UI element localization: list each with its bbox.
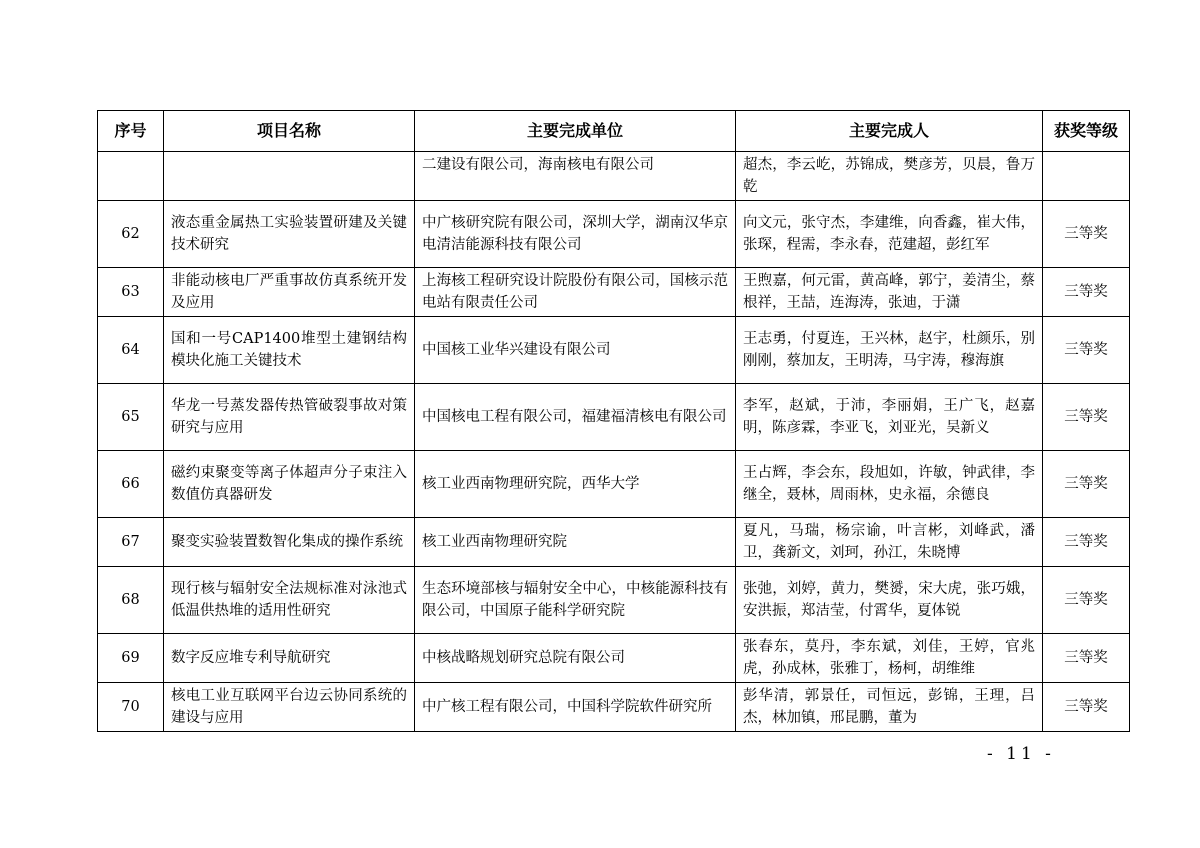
cell-people: 王占辉，李会东，段旭如，许敏，钟武律，李继全，聂林，周雨林，史永福，余德良 [736,451,1043,518]
table-row [98,634,1130,683]
cell-name: 数字反应堆专利导航研究 [164,634,415,683]
header-people: 主要完成人 [736,111,1043,152]
cell-level: 三等奖 [1043,268,1130,317]
cell-unit: 中广核研究院有限公司，深圳大学，湖南汉华京电清洁能源科技有限公司 [415,201,736,268]
cell-name: 非能动核电厂严重事故仿真系统开发及应用 [164,268,415,317]
cell-name: 国和一号CAP1400堆型土建钢结构模块化施工关键技术 [164,317,415,384]
table-row [98,268,1130,317]
table-row-continuation [98,152,1130,201]
header-row [98,111,1130,152]
cell-unit: 中国核工业华兴建设有限公司 [415,317,736,384]
cell-people: 夏凡，马瑞，杨宗谕，叶言彬，刘峰武，潘卫，龚新文，刘珂，孙江，朱晓博 [736,518,1043,567]
cell-unit: 上海核工程研究设计院股份有限公司，国核示范电站有限责任公司 [415,268,736,317]
cell-name [164,152,415,201]
cell-level: 三等奖 [1043,201,1130,268]
cell-people: 张弛，刘婷，黄力，樊赟，宋大虎，张巧娥，安洪振，郑洁莹，付霄华，夏体锐 [736,567,1043,634]
cell-num: 63 [98,268,164,317]
table-row [98,683,1130,732]
cell-unit: 核工业西南物理研究院，西华大学 [415,451,736,518]
table-row [98,451,1130,518]
cell-level: 三等奖 [1043,384,1130,451]
cell-num [98,152,164,201]
cell-unit: 中广核工程有限公司，中国科学院软件研究所 [415,683,736,732]
cell-people: 李军，赵斌，于沛，李丽娟，王广飞，赵嘉明，陈彦霖，李亚飞，刘亚光，吴新义 [736,384,1043,451]
cell-level: 三等奖 [1043,634,1130,683]
cell-people: 彭华清，郭景任，司恒远，彭锦，王理，吕杰，林加镇，邢昆鹏，董为 [736,683,1043,732]
cell-name: 核电工业互联网平台边云协同系统的建设与应用 [164,683,415,732]
awards-table [97,110,1130,732]
cell-level: 三等奖 [1043,317,1130,384]
cell-num: 65 [98,384,164,451]
cell-unit: 二建设有限公司，海南核电有限公司 [415,152,736,201]
cell-num: 68 [98,567,164,634]
cell-people: 王煦嘉，何元雷，黄高峰，郭宁，姜清尘，蔡根祥，王喆，连海涛，张迪，于潇 [736,268,1043,317]
table-row [98,201,1130,268]
header-unit: 主要完成单位 [415,111,736,152]
header-level: 获奖等级 [1043,111,1130,152]
header-name: 项目名称 [164,111,415,152]
cell-num: 64 [98,317,164,384]
cell-name: 磁约束聚变等离子体超声分子束注入数值仿真器研发 [164,451,415,518]
cell-name: 液态重金属热工实验装置研建及关键技术研究 [164,201,415,268]
cell-unit: 中国核电工程有限公司，福建福清核电有限公司 [415,384,736,451]
cell-num: 62 [98,201,164,268]
cell-level: 三等奖 [1043,518,1130,567]
cell-name: 聚变实验装置数智化集成的操作系统 [164,518,415,567]
cell-unit: 中核战略规划研究总院有限公司 [415,634,736,683]
table-row [98,317,1130,384]
cell-unit: 生态环境部核与辐射安全中心，中核能源科技有限公司，中国原子能科学研究院 [415,567,736,634]
cell-name: 华龙一号蒸发器传热管破裂事故对策研究与应用 [164,384,415,451]
cell-people: 王志勇，付夏连，王兴林，赵宇，杜颜乐，别刚刚，蔡加友，王明涛，马宇涛，穆海旗 [736,317,1043,384]
cell-num: 67 [98,518,164,567]
cell-people: 张春东，莫丹，李东斌，刘佳，王婷，官兆虎，孙成林，张雅丁，杨柯，胡维维 [736,634,1043,683]
table-row [98,567,1130,634]
cell-num: 69 [98,634,164,683]
table-row [98,518,1130,567]
cell-num: 66 [98,451,164,518]
page-number: - 11 - [987,744,1055,764]
cell-people: 超杰，李云屹，苏锦成，樊彦芳，贝晨，鲁万乾 [736,152,1043,201]
cell-num: 70 [98,683,164,732]
cell-people: 向文元，张守杰，李建维，向香鑫，崔大伟，张琛，程需，李永春，范建超，彭红军 [736,201,1043,268]
table-row [98,384,1130,451]
cell-level [1043,152,1130,201]
cell-level: 三等奖 [1043,451,1130,518]
cell-level: 三等奖 [1043,567,1130,634]
cell-unit: 核工业西南物理研究院 [415,518,736,567]
cell-level: 三等奖 [1043,683,1130,732]
header-num: 序号 [98,111,164,152]
cell-name: 现行核与辐射安全法规标准对泳池式低温供热堆的适用性研究 [164,567,415,634]
